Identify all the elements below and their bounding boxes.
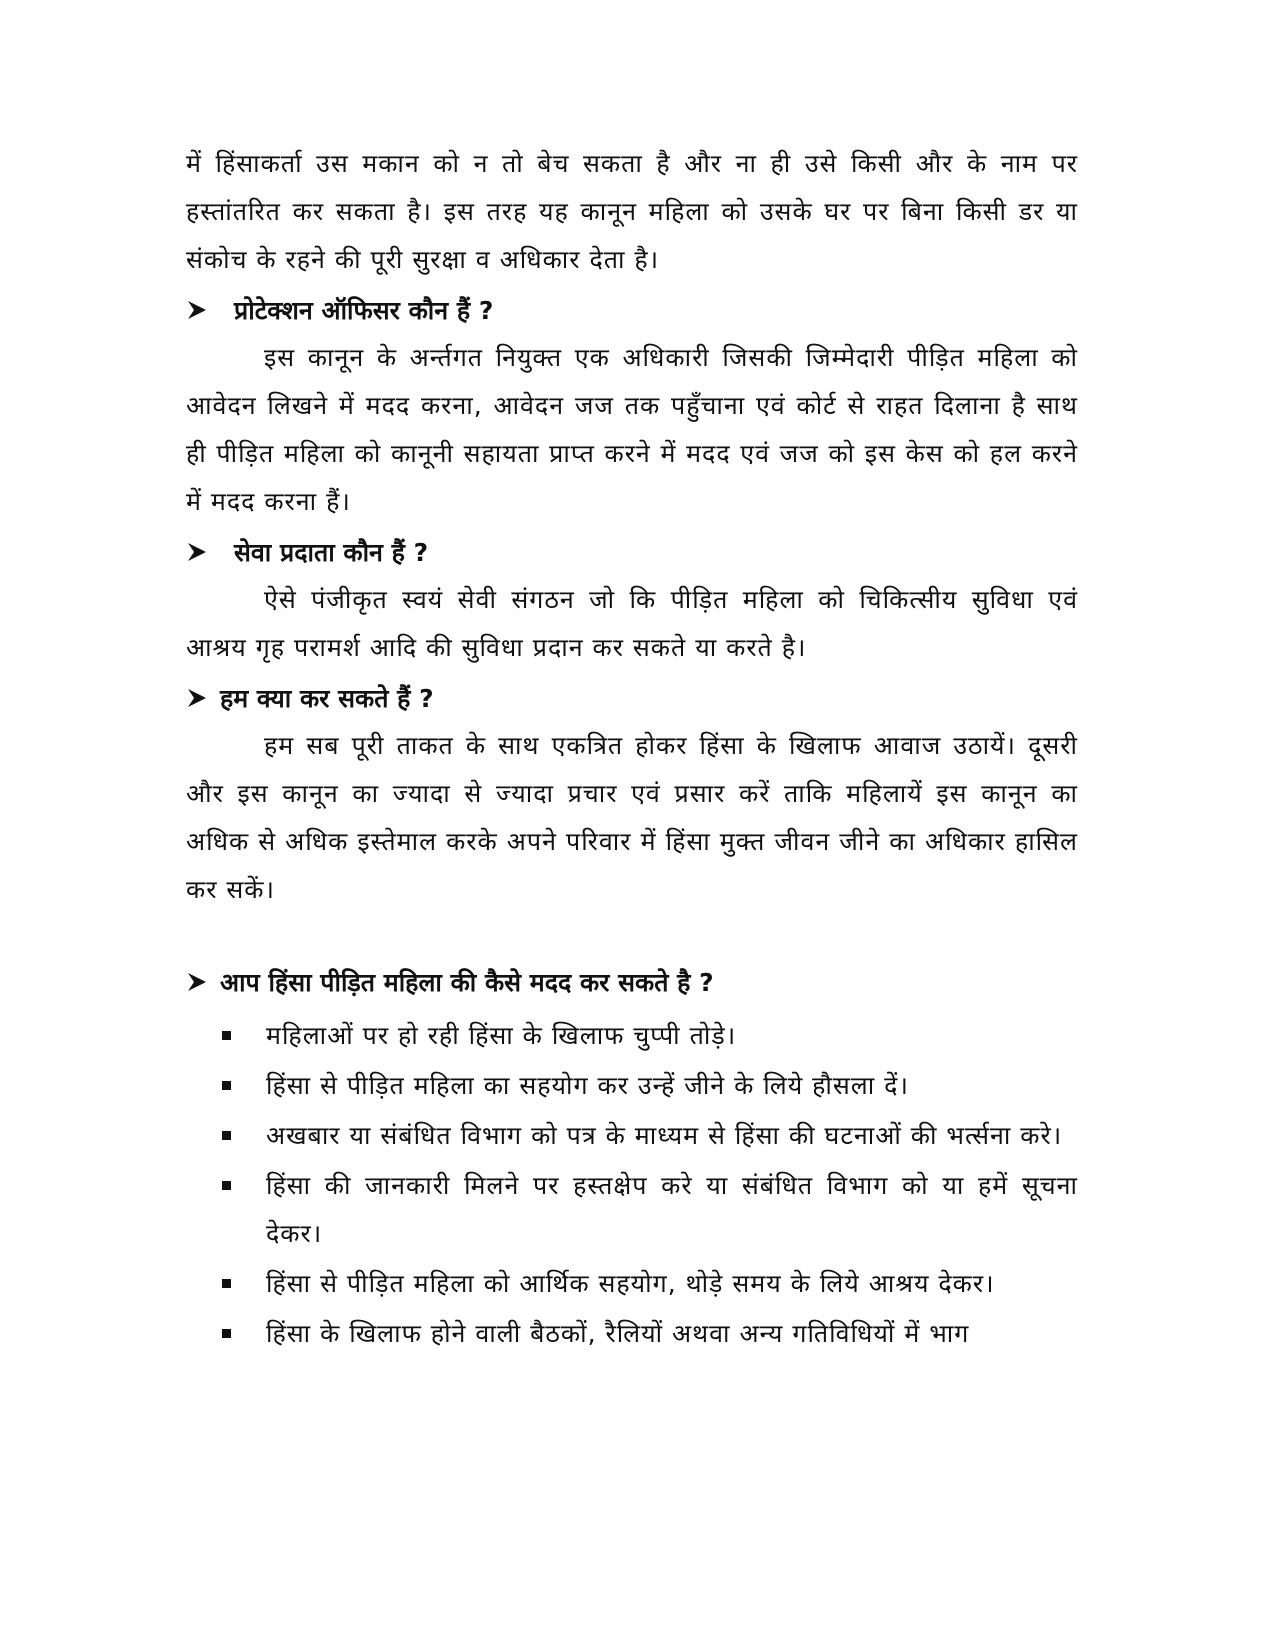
arrow-right-icon (186, 299, 208, 321)
list-item (222, 1012, 1078, 1060)
heading-what-can-we-do (186, 674, 1078, 722)
heading-label: हम क्या कर सकते हैं ? (220, 684, 434, 713)
list-item-text: हिंसा के खिलाफ होने वाली बैठकों, रैलियों अथवा अन्य गतिविधियों में भाग (266, 1319, 970, 1348)
list-item (222, 1310, 1078, 1358)
heading-protection-officer (186, 286, 1078, 334)
paragraph-service-provider: ऐसे पंजीकृत स्वयं सेवी संगठन जो कि पीड़ित महिला को चिकित्सीय सुविधा एवं आश्रय गृह परामर्श आदि की सुविधा प्रदान कर सकते या करते है। (186, 585, 1078, 662)
list-item (222, 1112, 1078, 1160)
list-item-text: हिंसा से पीड़ित महिला को आर्थिक सहयोग, थोड़े समय के लिये आश्रय देकर। (266, 1269, 995, 1298)
paragraph-what-can-we-do: हम सब पूरी ताकत के साथ एकत्रित होकर हिंसा के खिलाफ आवाज उठायें। दूसरी और इस कानून का ज्यादा से ज्यादा प्रचार एवं प्रसार करें ताकि महिलायें इस कानून का अधिक से अधिक इस्तेमाल करके अपने परिवार में हिंसा मुक्त जीवन जीने का अधिकार हासिल कर सकें। (186, 731, 1078, 904)
paragraph-protection-officer: इस कानून के अर्न्तगत नियुक्त एक अधिकारी जिसकी जिम्मेदारी पीड़ित महिला को आवेदन लिखने में मदद करना, आवेदन जज तक पहुँचाना एवं कोर्ट से राहत दिलाना है साथ ही पीड़ित महिला को कानूनी सहायता प्राप्त करने में मदद एवं जज को इस केस को हल करने में मदद करना हैं। (186, 343, 1078, 516)
heading-label: सेवा प्रदाता कौन हैं ? (234, 538, 429, 567)
list-item-text: अखबार या संबंधित विभाग को पत्र के माध्यम से हिंसा की घटनाओं की भर्त्सना करे। (266, 1121, 1063, 1150)
heading-service-provider (186, 528, 1078, 576)
help-list (186, 1012, 1078, 1358)
heading-how-to-help (186, 958, 1078, 1006)
section-gap (186, 914, 1078, 956)
list-item-text: हिंसा की जानकारी मिलने पर हस्तक्षेप करे या संबंधित विभाग को या हमें सूचना देकर। (266, 1171, 1078, 1248)
square-bullet-icon (222, 1329, 231, 1338)
square-bullet-icon (222, 1279, 231, 1288)
heading-label: प्रोटेक्शन ऑफिसर कौन हैं ? (234, 296, 494, 325)
list-item (222, 1162, 1078, 1258)
list-item (222, 1062, 1078, 1110)
heading-label: आप हिंसा पीड़ित महिला की कैसे मदद कर सकते है ? (220, 968, 714, 997)
list-item-text: महिलाओं पर हो रही हिंसा के खिलाफ चुप्पी तोड़े। (266, 1021, 737, 1050)
arrow-right-icon (186, 541, 208, 563)
square-bullet-icon (222, 1031, 231, 1040)
page-content (186, 140, 1078, 1360)
list-item (222, 1260, 1078, 1308)
arrow-right-icon (186, 687, 208, 709)
square-bullet-icon (222, 1081, 231, 1090)
list-item-text: हिंसा से पीड़ित महिला का सहयोग कर उन्हें जीने के लिये हौसला दें। (266, 1071, 909, 1100)
paragraph-property-rights: में हिंसाकर्ता उस मकान को न तो बेच सकता है और ना ही उसे किसी और के नाम पर हस्तांतरित कर सकता है। इस तरह यह कानून महिला को उसके घर पर बिना किसी डर या संकोच के रहने की पूरी सुरक्षा व अधिकार देता है। (186, 149, 1078, 274)
square-bullet-icon (222, 1181, 231, 1190)
square-bullet-icon (222, 1131, 231, 1140)
arrow-right-icon (186, 971, 208, 993)
